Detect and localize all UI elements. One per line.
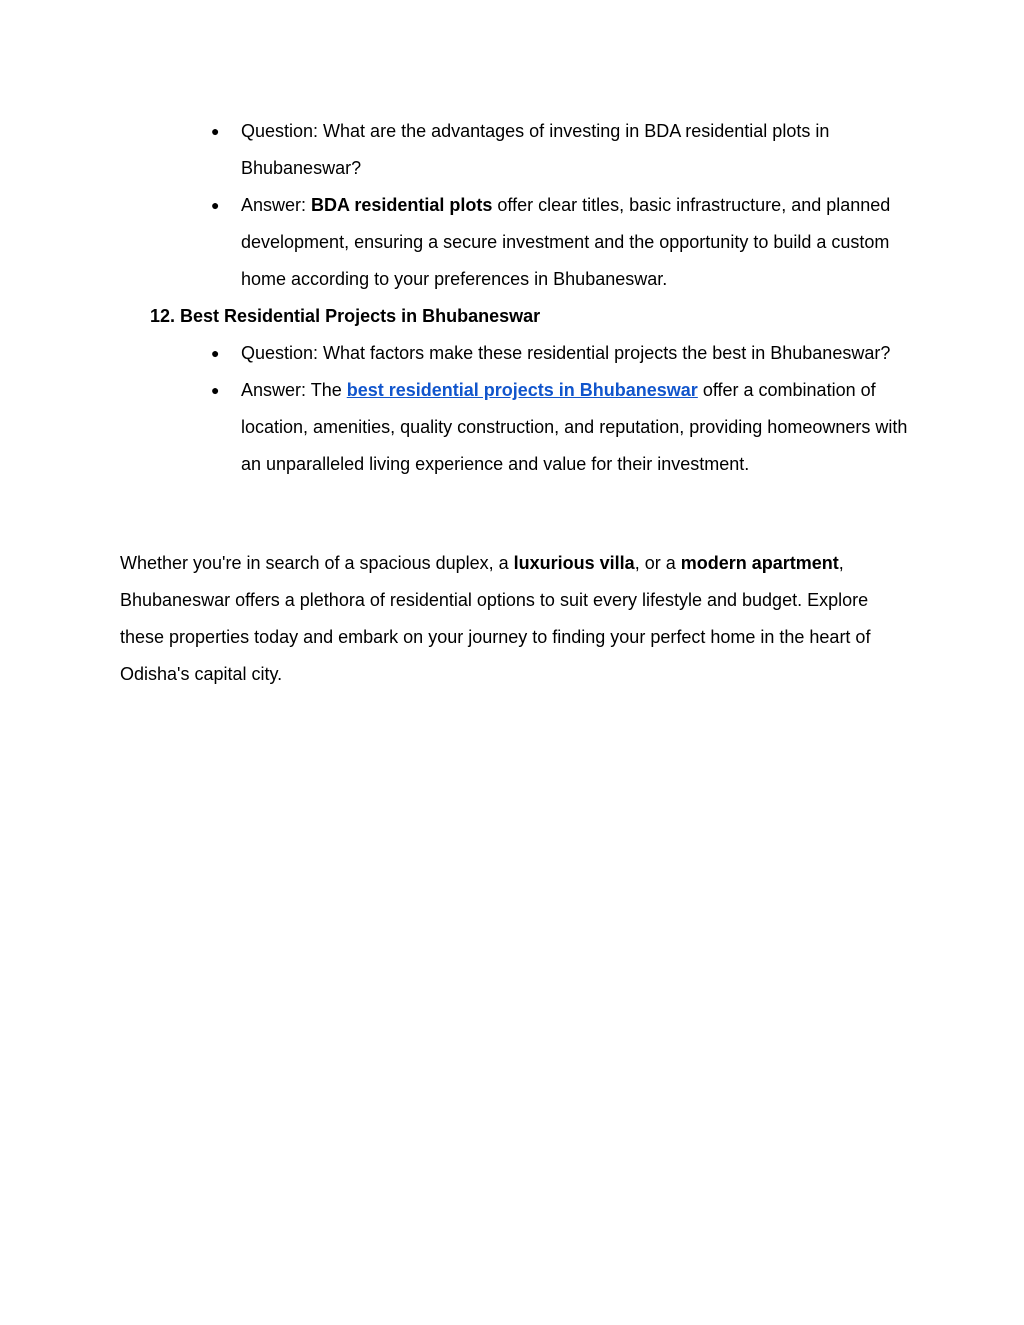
closing-paragraph [120,545,910,693]
question-text: Question: What factors make these residential projects the best in Bhubaneswar? [241,343,891,363]
section-11-list [211,113,911,298]
list-item-question [211,113,911,187]
question-text: Question: What are the advantages of investing in BDA residential plots in Bhubaneswar? [241,121,830,178]
closing-bold-villa: luxurious villa [513,553,635,573]
answer-suffix: offer a combination of location, amenities, quality construction, and reputation, providing homeowners with an unparalleled living experience and value for their investment. [241,380,908,474]
closing-text-1: Whether you're in search of a spacious duplex, a [120,553,514,573]
bullet-icon: ● [211,123,220,139]
closing-text-2: , or a [634,553,681,573]
answer-suffix: offer clear titles, basic infrastructure, and planned development, ensuring a secure investment and the opportunity to build a custom home according to your preferences in Bhubaneswar. [241,195,891,289]
section-12-list [211,335,911,483]
closing-text-3: , Bhubaneswar offers a plethora of residential options to suit every lifestyle and budget. Explore these properties today and embark on your journey to finding your perfect home in the heart of Odisha's capital city. [120,553,871,684]
list-item-answer [211,372,911,483]
answer-prefix: Answer: [241,195,312,215]
list-item-question [211,335,911,372]
bullet-icon: ● [211,382,220,398]
bullet-icon: ● [211,345,220,361]
bullet-icon: ● [211,197,220,213]
answer-bold-term: BDA residential plots [311,195,493,215]
best-residential-projects-link[interactable]: best residential projects in Bhubaneswar [346,380,698,400]
closing-bold-apartment: modern apartment [680,553,839,573]
answer-prefix: Answer: The [241,380,347,400]
section-heading: 12. Best Residential Projects in Bhubaneswar [150,306,541,326]
list-item-answer [211,187,911,298]
